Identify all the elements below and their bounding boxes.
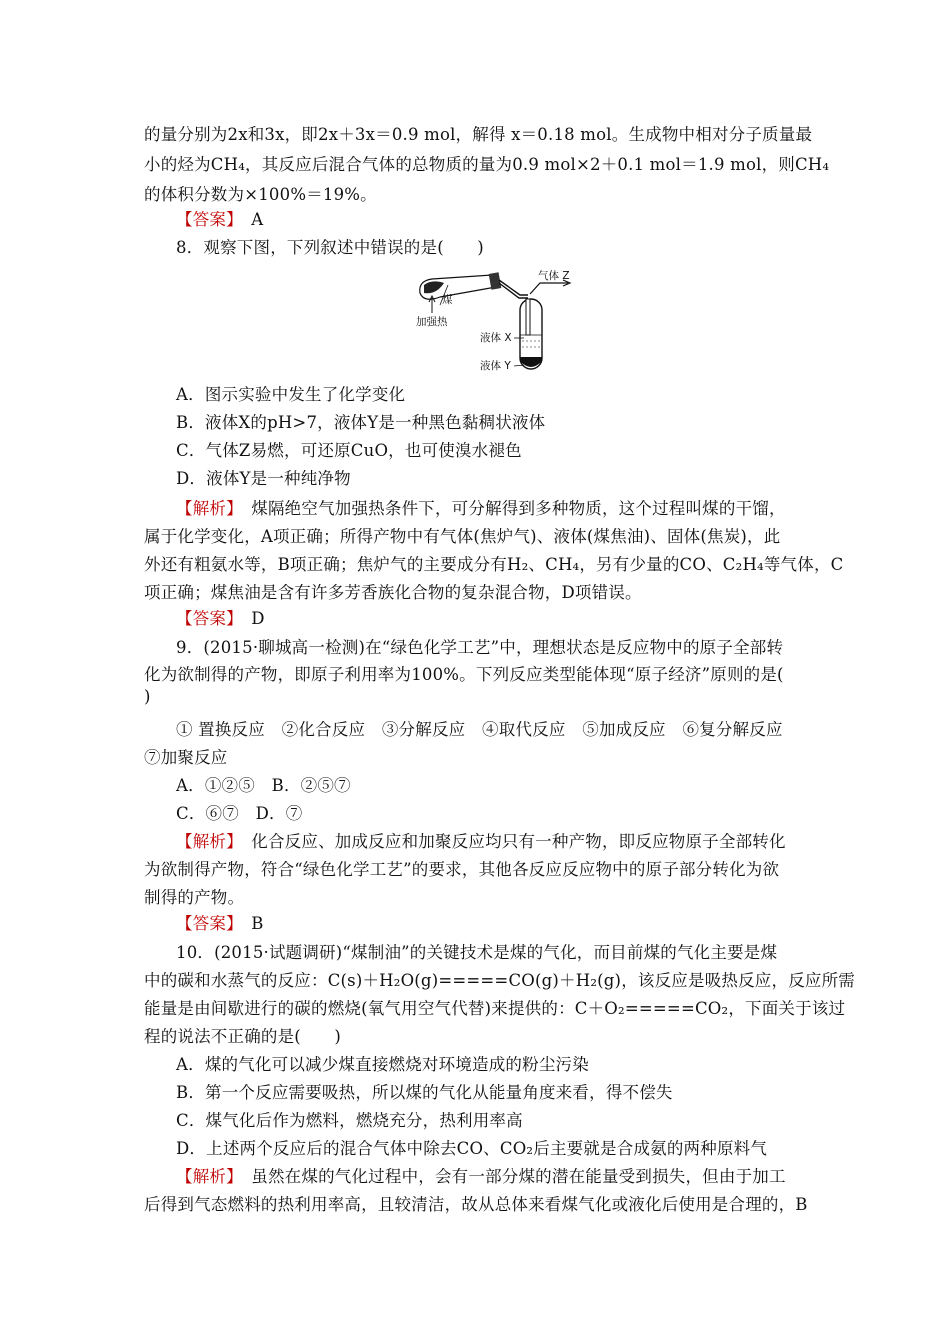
coal-label: 煤 [442, 294, 453, 306]
option-line: C．气体Z易燃，可还原CuO，也可使溴水褪色 [176, 441, 522, 460]
text-line: 中的碳和水蒸气的反应：C(s)＋H₂O(g)=====CO(g)＋H₂(g)，该反应是吸热反应，反应所需 [144, 971, 855, 990]
option-line: A．煤的气化可以减少煤直接燃烧对环境造成的粉尘污染 [176, 1055, 589, 1074]
explanation-line: 【解析】 化合反应、加成反应和加聚反应均只有一种产物，即反应物原子全部转化 [176, 832, 786, 851]
gas-z-label: 气体 Z [538, 270, 570, 282]
option-line: B．液体X的pH>7，液体Y是一种黑色黏稠状液体 [176, 413, 546, 432]
text-line: 属于化学变化，A项正确；所得产物中有气体(焦炉气)、液体(煤焦油)、固体(焦炭)，此 [144, 527, 781, 546]
text-line: 能量是由间歇进行的碳的燃烧(氧气用空气代替)来提供的：C＋O₂=====CO₂，下面关于该过 [144, 999, 846, 1018]
answer-line: 【答案】 D [176, 609, 265, 628]
explanation-tag: 【解析】 [176, 499, 235, 518]
heat-label: 加强热 [416, 316, 448, 328]
text-line: 程的说法不正确的是( ) [144, 1027, 341, 1046]
text-line: 项正确；煤焦油是含有许多芳香族化合物的复杂混合物，D项错误。 [144, 583, 642, 602]
question-8: 8．观察下图，下列叙述中错误的是( ) [176, 238, 484, 257]
question-10: 10．(2015·试题调研)“煤制油”的关键技术是煤的气化，而目前煤的气化主要是煤 [176, 943, 778, 962]
answer-tag: 【答案】 [176, 210, 235, 229]
explanation-line: 【解析】 虽然在煤的气化过程中，会有一部分煤的潜在能量受到损失，但由于加工 [176, 1167, 786, 1186]
answer-tag: 【答案】 [176, 914, 235, 933]
text-line: 的体积分数为×100%＝19%。 [144, 185, 377, 204]
liquid-y-label: 液体 Y [480, 360, 511, 372]
option-line: A．①②⑤ B．②⑤⑦ [176, 776, 351, 795]
option-line: D．上述两个反应后的混合气体中除去CO、CO₂后主要就是合成氨的两种原料气 [176, 1139, 768, 1158]
text-line: 后得到气态燃料的热利用率高，且较清洁，故从总体来看煤气化或液化后使用是合理的，B [144, 1195, 808, 1214]
liquid-x-label: 液体 X [480, 332, 512, 344]
answer-line: 【答案】 B [176, 914, 264, 933]
collecting-tube-icon [520, 299, 542, 369]
option-line: C．煤气化后作为燃料，燃烧充分，热利用率高 [176, 1111, 523, 1130]
text-line: ① 置换反应 ②化合反应 ③分解反应 ④取代反应 ⑤加成反应 ⑥复分解反应 [176, 720, 783, 739]
text-line: ⑦加聚反应 [144, 748, 228, 767]
option-line: B．第一个反应需要吸热，所以煤的气化从能量角度来看，得不偿失 [176, 1083, 673, 1102]
text-line: 的量分别为2x和3x，即2x＋3x＝0.9 mol，解得 x＝0.18 mol。生成物中相对分子质量最 [144, 125, 813, 144]
question-9: 9．(2015·聊城高一检测)在“绿色化学工艺”中，理想状态是反应物中的原子全部转 [176, 638, 784, 657]
text-line: 化为欲制得的产物，即原子利用率为100%。下列反应类型能体现“原子经济”原则的是( [144, 665, 784, 684]
text-line: 为欲制得产物，符合“绿色化学工艺”的要求，其他各反应反应物中的原子部分转化为欲 [144, 860, 780, 879]
answer-line: 【答案】 A [176, 210, 264, 229]
option-line: D．液体Y是一种纯净物 [176, 469, 351, 488]
explanation-tag: 【解析】 [176, 1167, 235, 1186]
option-line: C．⑥⑦ D．⑦ [176, 804, 303, 823]
explanation-tag: 【解析】 [176, 832, 235, 851]
text-line: 外还有粗氨水等，B项正确；焦炉气的主要成分有H₂、CH₄，另有少量的CO、C₂H₄等气体，C [144, 555, 844, 574]
text-line: 制得的产物。 [144, 888, 245, 907]
answer-tag: 【答案】 [176, 609, 235, 628]
text-line: ) [144, 687, 151, 706]
coal-distillation-figure [410, 265, 590, 385]
explanation-line: 【解析】 煤隔绝空气加强热条件下，可分解得到多种物质，这个过程叫煤的干馏， [176, 499, 786, 518]
option-line: A．图示实验中发生了化学变化 [176, 385, 406, 404]
text-line: 小的烃为CH₄，其反应后混合气体的总物质的量为0.9 mol×2＋0.1 mol＝1.9 mol，则CH₄ [144, 155, 830, 174]
